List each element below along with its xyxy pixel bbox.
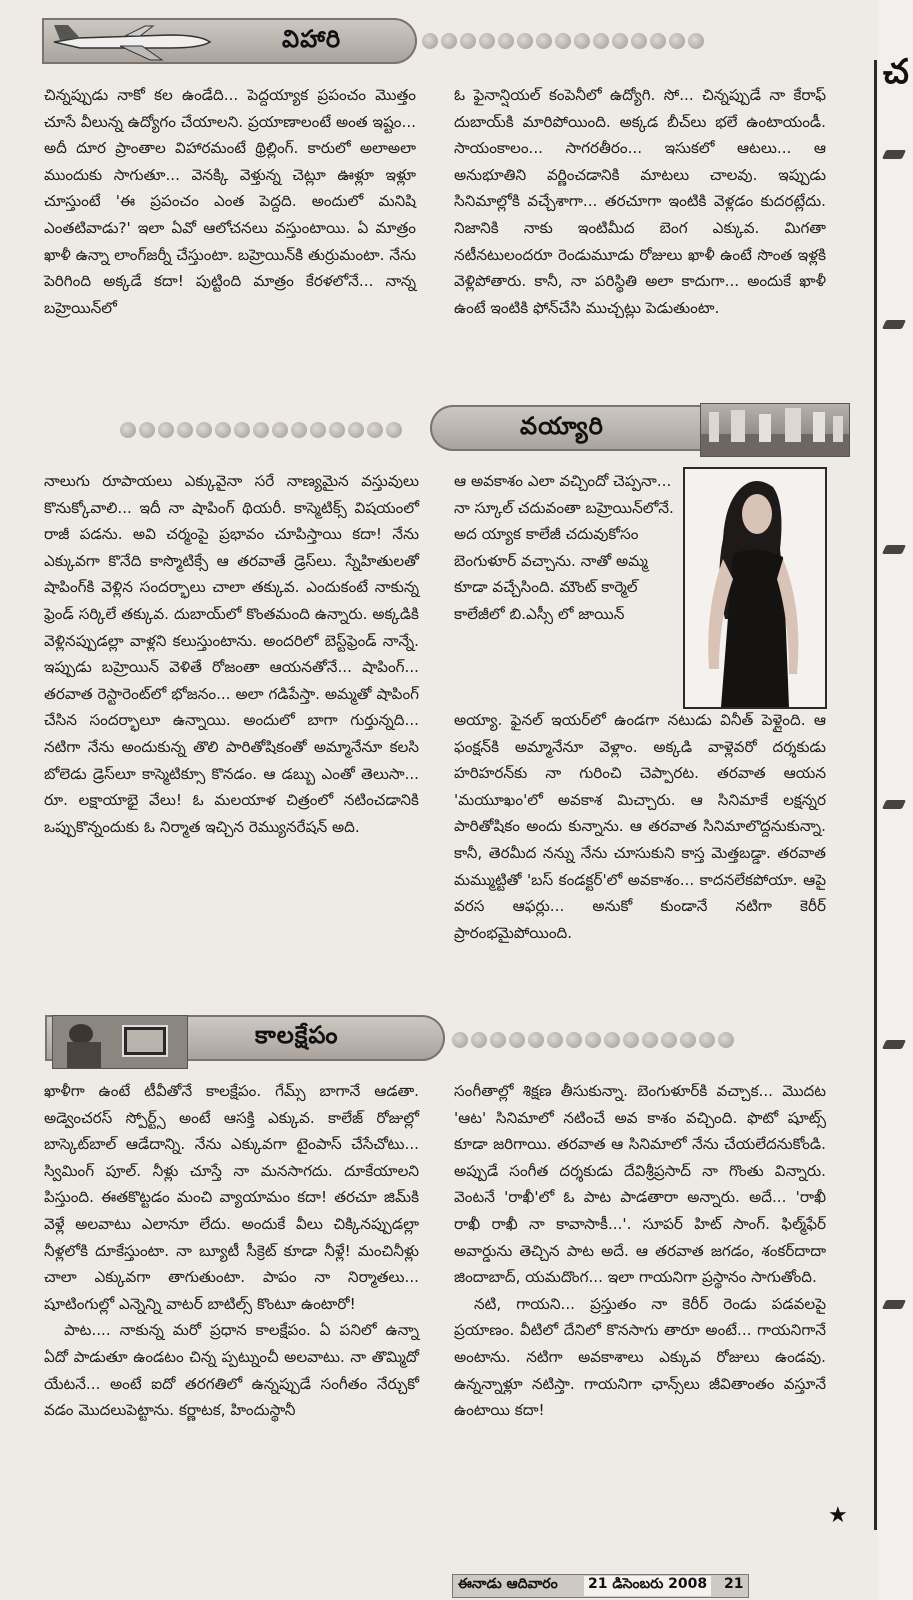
vihari-left-column <box>44 82 416 321</box>
vayyari-title: వయ్యారి <box>520 412 604 440</box>
vayyari-dots <box>120 422 402 438</box>
vihari-dots <box>422 33 704 49</box>
vayyari-right-text-a: ఆ అవకాశం ఎలా వచ్చిందో చెప్పనా... నా స్కూల్ చదువంతా బహ్రెయిన్‌లోనే. అద య్యాక కాలేజీ చదువుకోసం బెంగుళూర్ వచ్చాను. నాతో అమ్మ కూడా వచ్చేసింది. మౌంట్ కార్మెల్ కాలేజీలో బి.ఎస్సీ లో జాయిన్ <box>454 472 674 623</box>
vihari-left-text: చిన్నప్పుడు నాకో కల ఉండేది... పెద్దయ్యాక ప్రపంచం మొత్తం చూసే వీలున్న ఉద్యోగం చేయాలని. ప్రయాణాలంటే అంత ఇష్టం... అదీ దూర ప్రాంతాల విహారమంటే థ్రిల్లింగ్. కారులో అలాఅలా ముందుకు సాగుతూ... వెనక్కి వెళ్తున్న చెట్లూ ఊళ్లూ ఇళ్లూ చూస్తుంటే 'ఈ ప్రపంచం ఎంత పెద్దది. అందులో మనిషి ఎంతటివాడు?' ఇలా ఏవో ఆలోచనలు వస్తుంటాయి. ఏ మాత్రం ఖాళీ ఉన్నా లాంగ్‌జర్నీ చేస్తుంటా. బహ్రెయిన్‌కి తుర్రుమంటా. నేను పెరిగింది అక్కడే కదా! పుట్టింది మాత్రం కేరళలోనే... నాన్న బహ్రెయిన్‌లో <box>44 86 416 317</box>
vayyari-right-column-bottom <box>454 707 826 946</box>
kalakshepam-right-text-b: నటి, గాయని... ప్రస్తుతం నా కెరీర్ రెండు పడవలపై ప్రయాణం. వీటిలో దేనిలో కొనసాగు తారూ అంటే... గాయనిగానే అంటాను. నటిగా అవకాశాలు ఎక్కువ రోజులు ఉండవు. ఉన్నన్నాళ్లూ నటిస్తా. గాయనిగా ఛాన్స్‌లు జీవితాంతం వస్తూనే ఉంటాయి కదా! <box>454 1294 826 1420</box>
adjacent-column-heading: చ <box>883 52 909 92</box>
vihari-right-column <box>454 82 826 321</box>
footer-date: 21 డిసెంబరు 2008 <box>584 1576 711 1596</box>
vayyari-right-column-top <box>454 468 674 628</box>
tv-watching-image <box>52 1015 188 1069</box>
actress-photo <box>683 467 827 709</box>
footer-paper-name: ఈనాడు ఆదివారం <box>458 1576 558 1592</box>
vayyari-left-text: నాలుగు రూపాయలు ఎక్కువైనా సరే నాణ్యమైన వస్తువులు కొనుక్కోవాలి... ఇదీ నా షాపింగ్ థియరీ. కాస్మెటిక్స్ విషయంలో రాజీ పడను. అవి చర్మంపై ప్రభావం చూపిస్తాయి కదా! నేను ఎక్కువగా కొనేది కాస్మొటిక్సే ఆ తరవాతే డ్రెస్‌లు. స్నేహితులతో షాపింగ్‌కి వెళ్లిన సందర్భాలు చాలా తక్కువ. ఎందుకంటే నాకున్న ఫ్రెండ్ సర్కిలే తక్కువ. దుబాయ్‌లో కొంతమంది ఉన్నారు. అక్కడికి వెళ్లినప్పుడల్లా వాళ్లని కలుస్తుంటాను. అందరిలో బెస్ట్‌ఫ్రెండ్ నాన్నే. ఇప్పుడు బహ్రెయిన్ వెళితే రోజంతా ఆయనతోనే... షాపింగ్... తరవాత రెస్టారెంట్‌లో భోజనం... అలా గడిపేస్తా. అమ్మతో షాపింగ్ చేసిన సందర్భాలూ ఉన్నాయి. అందులో బాగా గుర్తున్నది... నటిగా నేను అందుకున్న తొలి పారితోషికంతో అమ్మానేనూ కలసి బోలెడు డ్రెస్‌లూ కాస్మెటిక్సూ కొనడం. ఆ డబ్బు ఎంతో తెలుసా... రూ. లక్షాయాభై వేలు! ఓ మలయాళ చిత్రంలో నటించడానికి ఒప్పుకొన్నందుకు ఓ నిర్మాత ఇచ్చిన రెమ్యునరేషన్ అది. <box>44 472 419 836</box>
kalakshepam-right-column <box>454 1078 826 1424</box>
kalakshepam-title: కాలక్షేపం <box>255 1021 339 1049</box>
footer-page-number: 21 <box>724 1576 744 1592</box>
vihari-right-text: ఓ ఫైనాన్షియల్ కంపెనీలో ఉద్యోగి. సో... చిన్నప్పుడే నా కేరాఫ్ దుబాయ్‌కి మారిపోయింది. అక్కడ బీచ్‌లు భలే ఉంటాయండీ. సాయంకాలం... సాగరతీరం... ఇసుకలో ఆటలు... ఆ అనుభూతిని వర్ణించడానికి మాటలు చాలవు. ఇప్పుడు సినిమాల్లోకి వచ్చేశాగా... తరచూగా ఇంటికి వెళ్లడం కుదరట్లేదు. నిజానికి నాకు ఇంటిమీద బెంగ ఎక్కువ. మిగతా నటీనటులందరూ రెండుమూడు రోజులు ఖాళీ ఉంటే సొంత ఇళ్లకి వెళ్లిపోతారు. కానీ, నా పరిస్థితి అలా కాదుగా... అందుకే ఖాళీ ఉంటే ఇంటికి ఫోన్‌చేసి ముచ్చట్లు పెడుతుంటా. <box>454 86 826 317</box>
kalakshepam-right-text: సంగీతాల్లో శిక్షణ తీసుకున్నా. బెంగుళూర్‌కి వచ్చాక... మొదట 'ఆట' సినిమాలో నటించే అవ కాశం వచ్చింది. ఫొటో షూట్స్ కూడా జరిగాయి. తరవాత ఆ సినిమాలో నేను చేయలేదనుకోండి. అప్పుడే సంగీత దర్శకుడు దేవిశ్రీప్రసాద్ నా గొంతు విన్నారు. వెంటనే 'రాఖీ'లో ఓ పాట పాడతారా అన్నారు. అదే... 'రాఖీ రాఖీ రాఖీ నా కావాసాకీ...'. సూపర్ హిట్ సాంగ్. ఫిల్మ్‌ఫేర్ అవార్డును తెచ్చిన పాట అదే. ఆ తరవాత జగడం, శంకర్‌దాదా జిందాబాద్, యమదొంగ... ఇలా గాయనిగా ప్రస్థానం సాగుతోంది. <box>454 1082 826 1287</box>
kalakshepam-left-text-b: పాట.... నాకున్న మరో ప్రధాన కాలక్షేపం. ఏ పనిలో ఉన్నా ఏదో పాడుతూ ఉండటం చిన్న ప్పట్నుంచీ అలవాటు. నా తొమ్మిదో యేటనే... అంటే ఐదో తరగతిలో ఉన్నప్పుడే సంగీతం నేర్చుకో వడం మొదలుపెట్టాను. కర్ణాటక, హిందుస్థానీ <box>44 1321 419 1420</box>
kalakshepam-dots <box>452 1032 734 1048</box>
vihari-title: విహారి <box>282 25 342 53</box>
airplane-image <box>50 20 215 62</box>
vayyari-right-text-b: అయ్యా. ఫైనల్ ఇయర్‌లో ఉండగా నటుడు వినీత్ పెళ్లైంది. ఆ ఫంక్షన్‌కి అమ్మానేనూ వెళ్లాం. అక్కడి వాళ్లెవరో దర్శకుడు హరిహరన్‌కు నా గురించి చెప్పారట. తరవాత ఆయన 'మయూఖం'లో అవకాశ మిచ్చారు. ఆ సినిమాకే లక్షన్నర పారితోషికం అందు కున్నాను. ఆ తరవాత సినిమాలొద్దనుకున్నా. కానీ, తెరమీద నన్ను నేను చూసుకుని కాస్త మెత్తబడ్డా. తరవాత మమ్ముట్టితో 'బస్ కండక్టర్'లో అవకాశం... కాదనలేకపోయా. ఆపై వరస ఆఫర్లు... అనుకో కుండానే నటిగా కెరీర్ ప్రారంభమైపోయింది. <box>454 711 826 942</box>
end-of-article-star: ★ <box>828 1503 848 1528</box>
column-divider <box>874 60 877 1530</box>
stadium-image <box>700 403 850 457</box>
kalakshepam-left-text: ఖాళీగా ఉంటే టీవీతోనే కాలక్షేపం. గేమ్స్ బాగానే ఆడతా. అడ్వెంచరస్ స్పోర్ట్స్ అంటే ఆసక్తి ఎక్కువ. కాలేజ్ రోజుల్లో బాస్కెట్‌బాల్ ఆడేదాన్ని. నేను ఎక్కువగా టైంపాస్ చేసేచోటు... స్విమింగ్ పూల్. నీళ్లు చూస్తే నా మనసాగదు. దూకేయాలని పిస్తుంది. ఈతకొట్టడం మంచి వ్యాయామం కదా! తరచూ జిమ్‌కి వెళ్లే అలవాటు ఎలానూ లేదు. అందుకే వీలు చిక్కినప్పుడల్లా నీళ్లలోకి దూకేస్తుంటా. నా బ్యూటీ సీక్రెట్ కూడా నీళ్లే! మంచినీళ్లు చాలా ఎక్కువగా తాగుతుంటా. పాపం నా నిర్మాతలు... షూటింగుల్లో ఎన్నెన్ని వాటర్ బాటిల్స్ కొంటూ ఉంటారో! <box>44 1082 419 1313</box>
kalakshepam-left-column <box>44 1078 419 1424</box>
vayyari-left-column <box>44 468 419 840</box>
